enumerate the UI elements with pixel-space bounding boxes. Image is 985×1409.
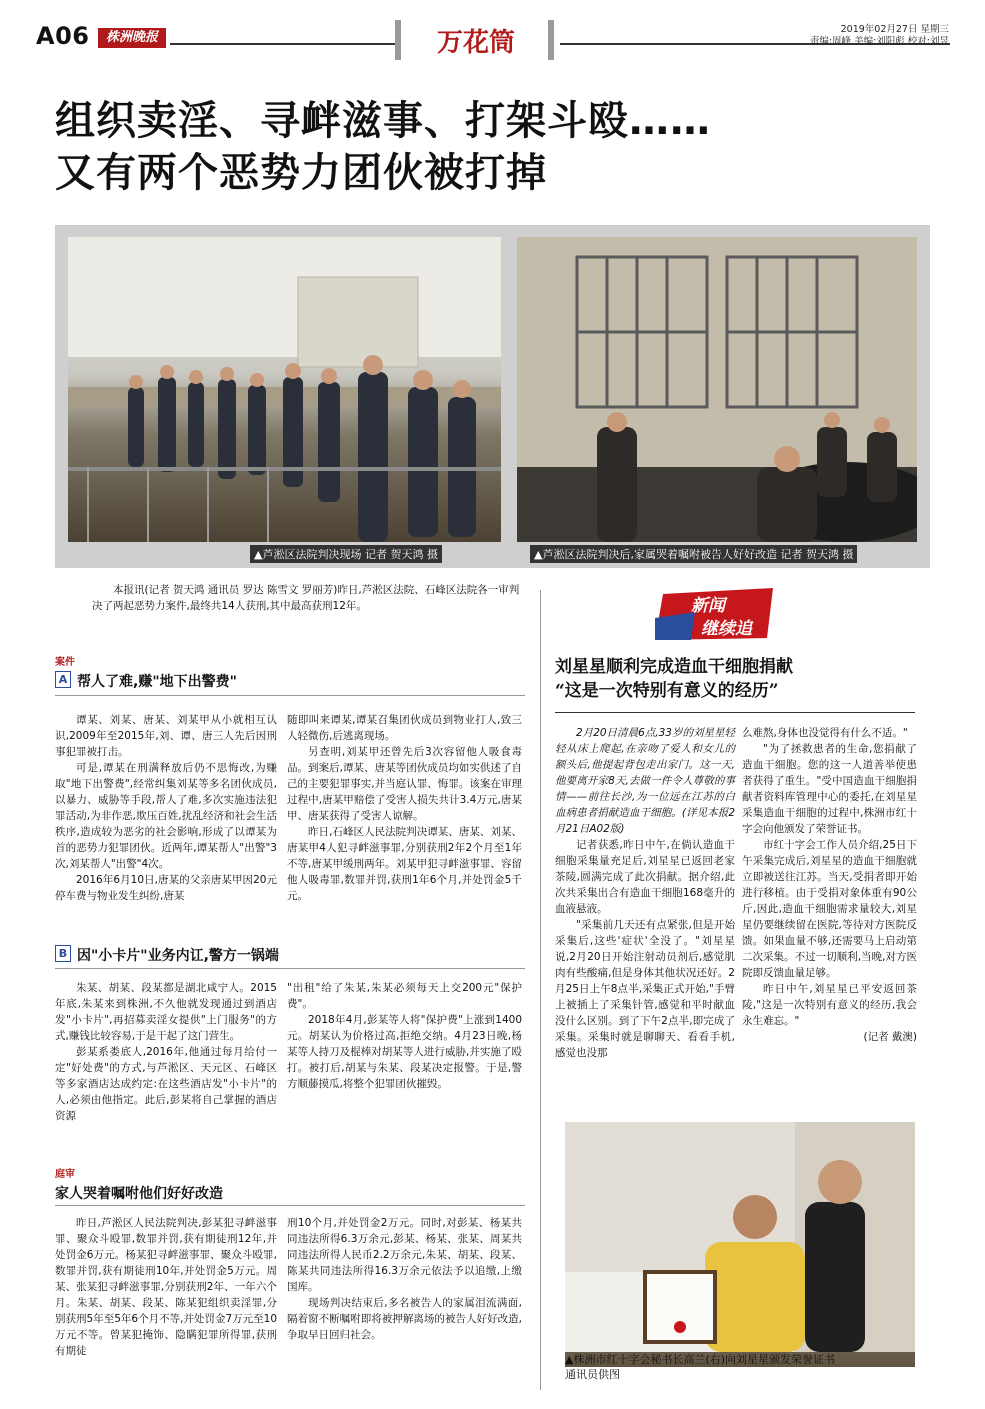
lead-paragraph: 本报讯(记者 贺天鸿 通讯员 罗达 陈雪文 罗丽芳)昨日,芦淞区法院、石峰区法院各一审判决了两起恶势力案件,最终共14人获刑,其中最高获刑12年。 [92, 584, 520, 612]
follow-up-byline: (记者 戴澳) [863, 1031, 917, 1043]
issue-date [810, 24, 949, 48]
follow-up-col2-para-3: 市红十字会工作人员介绍,25日下午采集完成后,刘星星的造血干细胞就立即被送往江苏。当天,受捐者即开始进行移植。由于受捐对象体重有90公斤,因此,造血干细胞需求量较大,刘星星仍要继续留在医院,等待对方医院反馈。如果血量不够,还需要马上启动第二次采集。不过一切顺利,当晚,对方医院即反馈血量足够。 [742, 839, 917, 979]
case-b-rule [55, 968, 525, 969]
section-title: 万花筒 [436, 28, 515, 58]
case-a-column-1 [55, 712, 277, 904]
headline-line-1: 组织卖淫、寻衅滋事、打架斗殴…… [55, 98, 711, 144]
courtroom-photo-drawing [68, 237, 501, 542]
follow-up-column-1 [555, 725, 735, 1061]
case-b-col2-para-2: 2018年4月,彭某等人将"保护费"上涨到1400元。胡某认为价格过高,拒绝交纳。4月23日晚,杨某等人持刀及棍棒对胡某等人进行威胁,并实施了殴打。被打后,胡某与朱某、段某决定报警。于是,警方顺藤摸瓜,将整个犯罪团伙摧毁。 [287, 1014, 522, 1090]
courtroom-photo [68, 237, 501, 542]
page-number: A06 [36, 22, 90, 50]
case-a-col1-para-1: 谭某、刘某、唐某、刘某甲从小就相互认识,2009年至2015年,刘、谭、唐三人先后因刑事犯罪被打击。 [55, 714, 277, 758]
trial-section-mark: 庭审 [55, 1169, 75, 1180]
headline-line-2: 又有两个恶势力团伙被打掉 [55, 150, 547, 196]
trial-column-2 [287, 1215, 522, 1343]
case-b-col1-para-1: 朱某、胡某、段某都是湖北咸宁人。2015年底,朱某来到株洲,不久他就发现通过到酒店发"小卡片",再招募卖淫女提供"上门服务"的方式,赚钱比较容易,于是干起了这门营生。 [55, 982, 277, 1042]
trial-col2-para-1: 刑10个月,并处罚金2万元。同时,对彭某、杨某共同违法所得6.3万余元,彭某、杨某、张某、周某共同违法所得人民币2.2万余元,朱某、胡某、段某、陈某共同违法所得16.3万余元依法予以追缴,上缴国库。 [287, 1217, 522, 1293]
follow-up-col2-para-2: "为了拯救患者的生命,您捐献了造血干细胞。您的这一人道善举使患者获得了重生。"受中国造血干细胞捐献者资料库管理中心的委托,在刘星星采集造血干细胞的过程中,株洲市红十字会向他颁发了荣誉证书。 [742, 743, 917, 835]
section-bar-left [395, 20, 401, 60]
badge-line-1: 新闻 [691, 596, 725, 616]
trial-col2-para-2: 现场判决结束后,多名被告人的家属泪流满面,隔着窗不断嘱咐即将被押解离场的被告人好好改造,争取早日回归社会。 [287, 1297, 522, 1341]
case-a-col1-para-2: 可是,谭某在刑满释放后仍不思悔改,为赚取"地下出警费",经常纠集刘某等多名团伙成员,以暴力、威胁等手段,帮人了难,多次实施违法犯罪活动,为非作恶,欺压百姓,扰乱经济和社会生活秩序,造成较为恶劣的社会影响,形成了以谭某为首的恶势力犯罪团伙。近两年,谭某帮人"出警"3次,刘某帮人"出警"4次。 [55, 762, 277, 870]
family-photo-caption: ▲芦淞区法院判决后,家属哭着嘱咐被告人好好改造 记者 贺天鸿 摄 [530, 545, 857, 563]
case-a-col2-para-2: 另查明,刘某甲还曾先后3次容留他人吸食毒品。到案后,谭某、唐某等团伙成员均如实供述了自己的主要犯罪事实,并当庭认罪、悔罪。该案在审理过程中,唐某甲赔偿了受害人损失共计3.4万元,唐某甲、唐某获得了受害人谅解。 [287, 746, 522, 822]
case-b-column-2 [287, 980, 522, 1092]
case-a-col2-para-3: 昨日,石峰区人民法院判决谭某、唐某、刘某、唐某甲4人犯寻衅滋事罪,分别获刑2年2个月至1年不等,唐某甲缓刑两年。刘某甲犯寻衅滋事罪、容留他人吸毒罪,数罪并罚,获刑1年6个月,并处罚金5千元。 [287, 826, 522, 902]
follow-up-intro: 2月20日清晨6点,33岁的刘星星轻轻从床上爬起,在亲吻了爱人和女儿的额头后,他提起背包走出家门。这一天,他要离开家8天,去做一件令人尊敬的事情——前往长沙,为一位远在江苏的白血病患者捐献造血干细胞。(详见本报2月21日A02版) [555, 727, 735, 835]
certificate-photo-caption [565, 1352, 915, 1382]
follow-up-col2-para-1: 么难熬,身体也没觉得有什么不适。" [742, 727, 908, 739]
trial-subhead: 家人哭着嘱咐他们好好改造 [55, 1186, 223, 1202]
trial-column-1 [55, 1215, 277, 1359]
editor-credits: 责编:周峰 美编:刘阳彪 校对:刘昱 [809, 36, 949, 47]
follow-up-column-2 [742, 725, 917, 1045]
case-b-subhead: 因"小卡片"业务内讧,警方一锅端 [77, 948, 279, 964]
follow-up-col2-para-4: 昨日中午,刘星星已平安返回茶陵,"这是一次特别有意义的经历,我会永生难忘。" [742, 983, 917, 1027]
issue-date-text: 2019年02月27日 星期三 [840, 24, 949, 35]
trial-rule [55, 1205, 525, 1206]
follow-up-title [555, 655, 915, 703]
case-a-column-2 [287, 712, 522, 904]
courtroom-photo-caption: ▲芦淞区法院判决现场 记者 贺天鸿 摄 [250, 545, 442, 563]
follow-up-col1-para-2: "采集前几天还有点紧张,但是开始采集后,这些'症状'全没了。"刘星星说,2月20日开始注射动员剂后,感觉肌肉有些酸痛,但是身体其他状况还好。2月25日上午8点半,采集正式开始,"手臂上被插上了采集针管,感觉和平时献血没什么区别。到了下午2点半,即完成了采集。采集时就是聊聊天、看看手机,感觉也没那 [555, 919, 735, 1059]
newspaper-logo: 株洲晚报 [98, 28, 166, 48]
family-photo [517, 237, 917, 542]
headline [55, 95, 935, 199]
follow-up-title-line-1: 刘星星顺利完成造血干细胞捐献 [555, 657, 793, 677]
case-a-rule [55, 695, 525, 696]
case-b-column-1 [55, 980, 277, 1124]
column-divider [540, 590, 541, 1390]
case-a-col1-para-3: 2016年6月10日,唐某的父亲唐某甲因20元停车费与物业发生纠纷,唐某 [55, 874, 277, 902]
masthead-rule-left [170, 43, 395, 45]
follow-up-title-line-2: “这是一次特别有意义的经历” [555, 681, 779, 701]
badge-line-2: 继续追 [701, 619, 752, 639]
trial-col1-para-1: 昨日,芦淞区人民法院判决,彭某犯寻衅滋事罪、聚众斗殴罪,数罪并罚,获有期徒刑12年,并处罚金6万元。杨某犯寻衅滋事罪、聚众斗殴罪,数罪并罚,获有期徒刑10年,并处罚金5万元。周某、张某犯寻衅滋事罪,分别获刑2年、一年六个月。朱某、胡某、段某、陈某犯组织卖淫罪,分别获刑5年至5年6个月不等,并处罚金7万元至10万元不等。曾某犯掩饰、隐瞒犯罪所得罪,获刑有期徒 [55, 1217, 277, 1357]
certificate-caption-line-1: ▲株洲市红十字会秘书长高兰(右)向刘星星颁发荣誉证书 [565, 1353, 836, 1366]
case-b-letter: B [55, 945, 71, 962]
certificate-caption-line-2: 通讯员供图 [565, 1368, 620, 1381]
case-a-subhead: 帮人了难,赚"地下出警费" [77, 674, 237, 690]
case-section-mark: 案件 [55, 657, 75, 668]
follow-up-col1-para-1: 记者获悉,昨日中午,在倘认造血干细胞采集量充足后,刘星星已返回老家茶陵,圆满完成了此次捐献。据介绍,此次共采集出合有造血干细胞168毫升的血液悬液。 [555, 839, 735, 915]
case-b-col1-para-2: 彭某系娄底人,2016年,他通过每月给付一定"好处费"的方式,与芦淞区、天元区、石峰区等多家酒店达成约定:在这些酒店发"小卡片"的人,必须由他指定。此后,彭某将自己掌握的酒店资源 [55, 1046, 277, 1122]
case-b-col2-para-1: "出租"给了朱某,朱某必须每天上交200元"保护费"。 [287, 982, 522, 1010]
certificate-photo-drawing [565, 1122, 915, 1352]
family-photo-drawing [517, 237, 917, 542]
follow-up-rule [555, 712, 915, 713]
case-a-col2-para-1: 随即叫来谭某,谭某召集团伙成员到物业打人,致三人轻微伤,后逃离现场。 [287, 714, 522, 742]
section-bar-right [548, 20, 554, 60]
certificate-photo [565, 1122, 915, 1367]
follow-up-badge [655, 588, 775, 640]
case-a-letter: A [55, 671, 71, 688]
